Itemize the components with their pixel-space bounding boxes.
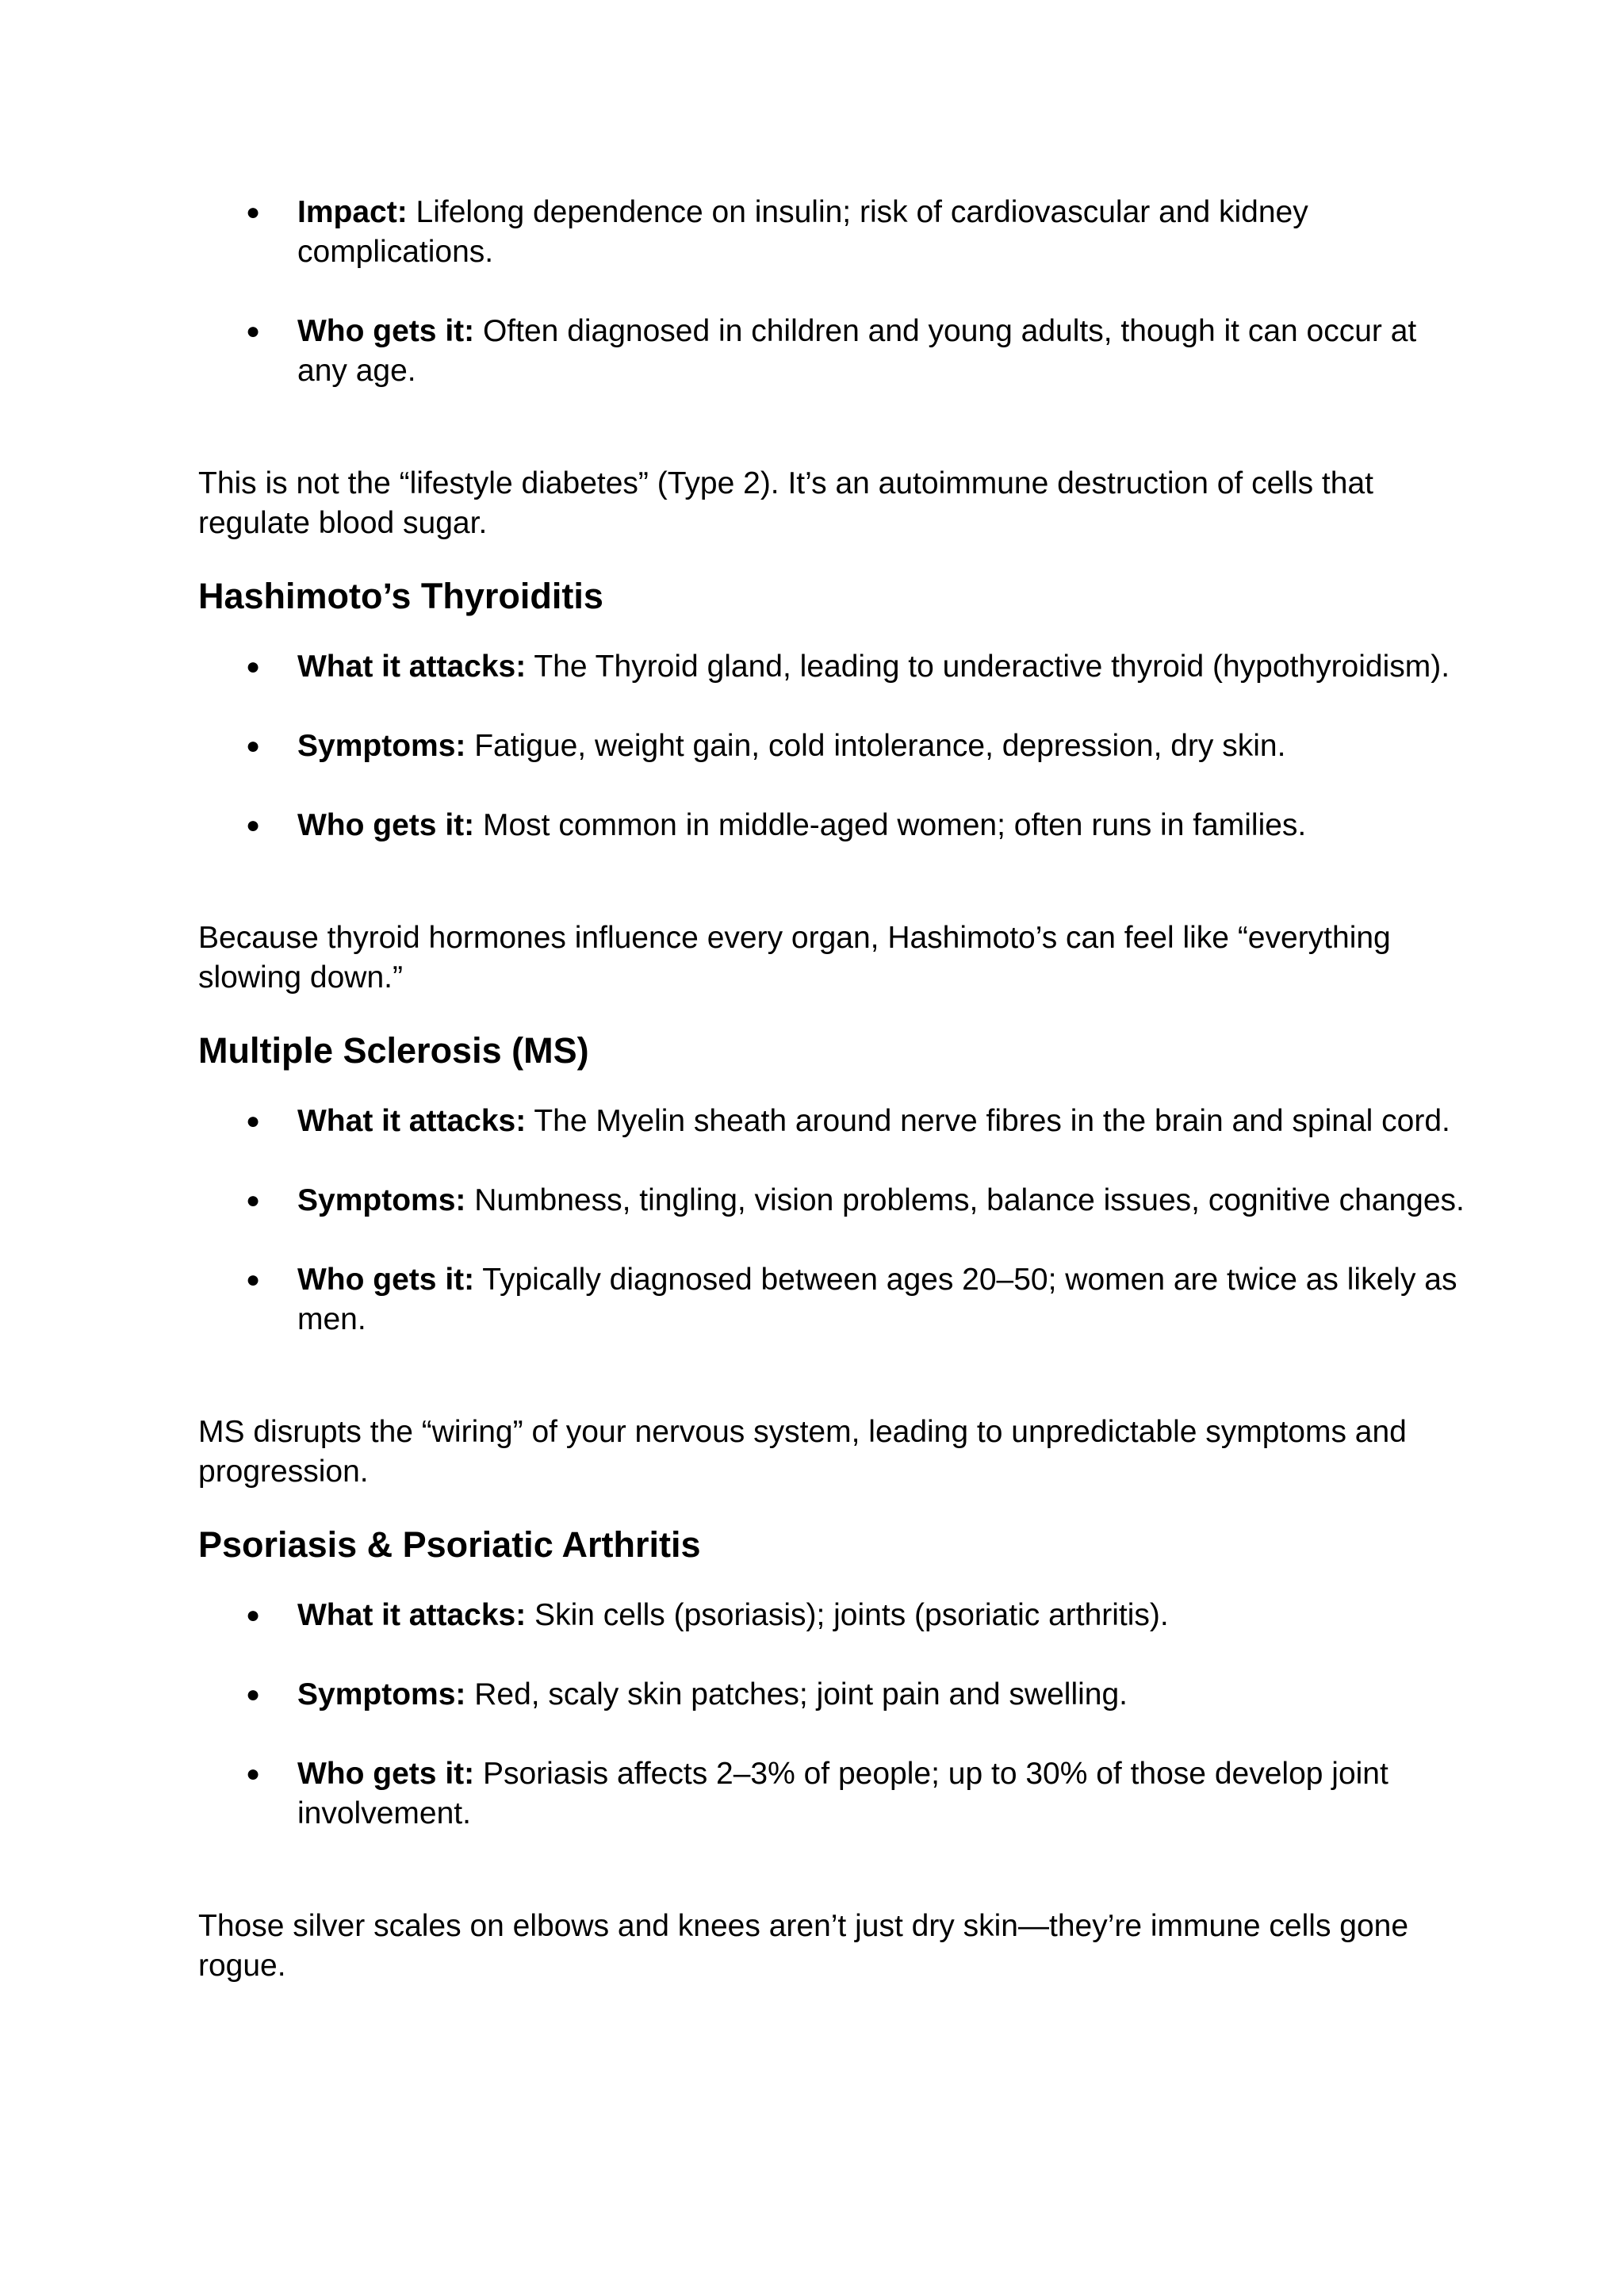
list-item: [198, 1181, 1467, 1221]
list-item: [198, 1102, 1467, 1141]
bullet-text: Lifelong dependence on insulin; risk of cardiovascular and kidney complications.: [297, 195, 1308, 269]
bullet-term: Who gets it:: [297, 808, 475, 842]
ms-paragraph: MS disrupts the “wiring” of your nervous system, leading to unpredictable symptoms and progression.: [198, 1415, 1407, 1489]
intro-paragraph: This is not the “lifestyle diabetes” (Type 2). It’s an autoimmune destruction of cells that regulate blood sugar.: [198, 466, 1373, 540]
bullet-term: Symptoms:: [297, 1677, 466, 1711]
bullet-text: Red, scaly skin patches; joint pain and swelling.: [465, 1677, 1128, 1711]
bullet-term: Who gets it:: [297, 314, 475, 348]
bullet-icon: ●: [246, 812, 261, 838]
section-heading-multiple-sclerosis: Multiple Sclerosis (MS): [198, 1030, 589, 1071]
bullet-icon: ●: [246, 318, 261, 344]
bullet-term: What it attacks:: [297, 1104, 527, 1138]
bullet-text: The Thyroid gland, leading to underactive thyroid (hypothyroidism).: [526, 650, 1450, 684]
ms-bullet-list: [198, 1102, 1467, 1340]
bullet-icon: ●: [246, 654, 261, 680]
document-page: [198, 193, 1467, 1986]
list-item: [198, 1675, 1467, 1715]
intro-bullet-list: [198, 193, 1467, 391]
bullet-text: Psoriasis affects 2–3% of people; up to 30% of those develop joint involvement.: [297, 1757, 1388, 1830]
list-item: [198, 1260, 1467, 1340]
bullet-term: Impact:: [297, 195, 408, 229]
list-item: [198, 806, 1467, 845]
bullet-icon: ●: [246, 733, 261, 759]
psoriasis-paragraph: Those silver scales on elbows and knees aren’t just dry skin—they’re immune cells gone rogue.: [198, 1909, 1409, 1983]
bullet-icon: ●: [246, 1187, 261, 1213]
list-item: [198, 1754, 1467, 1834]
bullet-term: Who gets it:: [297, 1757, 475, 1791]
bullet-text: Often diagnosed in children and young adults, though it can occur at any age.: [297, 314, 1417, 388]
bullet-text: The Myelin sheath around nerve fibres in the brain and spinal cord.: [526, 1104, 1450, 1138]
bullet-term: What it attacks:: [297, 650, 527, 684]
bullet-term: Symptoms:: [297, 729, 466, 763]
list-item: [198, 1596, 1467, 1635]
bullet-text: Typically diagnosed between ages 20–50; women are twice as likely as men.: [297, 1263, 1457, 1336]
list-item: [198, 647, 1467, 687]
hashimotos-paragraph: Because thyroid hormones influence every organ, Hashimoto’s can feel like “everything slowing down.”: [198, 921, 1391, 995]
bullet-icon: ●: [246, 1267, 261, 1293]
section-heading-hashimotos: Hashimoto’s Thyroiditis: [198, 576, 603, 616]
bullet-icon: ●: [246, 1108, 261, 1134]
bullet-term: What it attacks:: [297, 1598, 527, 1632]
bullet-icon: ●: [246, 1602, 261, 1628]
bullet-term: Who gets it:: [297, 1263, 475, 1297]
bullet-text: Skin cells (psoriasis); joints (psoriatic arthritis).: [526, 1598, 1169, 1632]
bullet-icon: ●: [246, 1761, 261, 1787]
list-item: [198, 193, 1467, 272]
hashimotos-bullet-list: [198, 647, 1467, 845]
bullet-text: Numbness, tingling, vision problems, balance issues, cognitive changes.: [465, 1183, 1465, 1217]
bullet-icon: ●: [246, 1681, 261, 1708]
bullet-term: Symptoms:: [297, 1183, 466, 1217]
psoriasis-bullet-list: [198, 1596, 1467, 1834]
section-heading-psoriasis: Psoriasis & Psoriatic Arthritis: [198, 1524, 701, 1565]
bullet-text: Most common in middle-aged women; often runs in families.: [474, 808, 1307, 842]
bullet-icon: ●: [246, 199, 261, 225]
list-item: [198, 312, 1467, 391]
list-item: [198, 726, 1467, 766]
bullet-text: Fatigue, weight gain, cold intolerance, depression, dry skin.: [465, 729, 1286, 763]
